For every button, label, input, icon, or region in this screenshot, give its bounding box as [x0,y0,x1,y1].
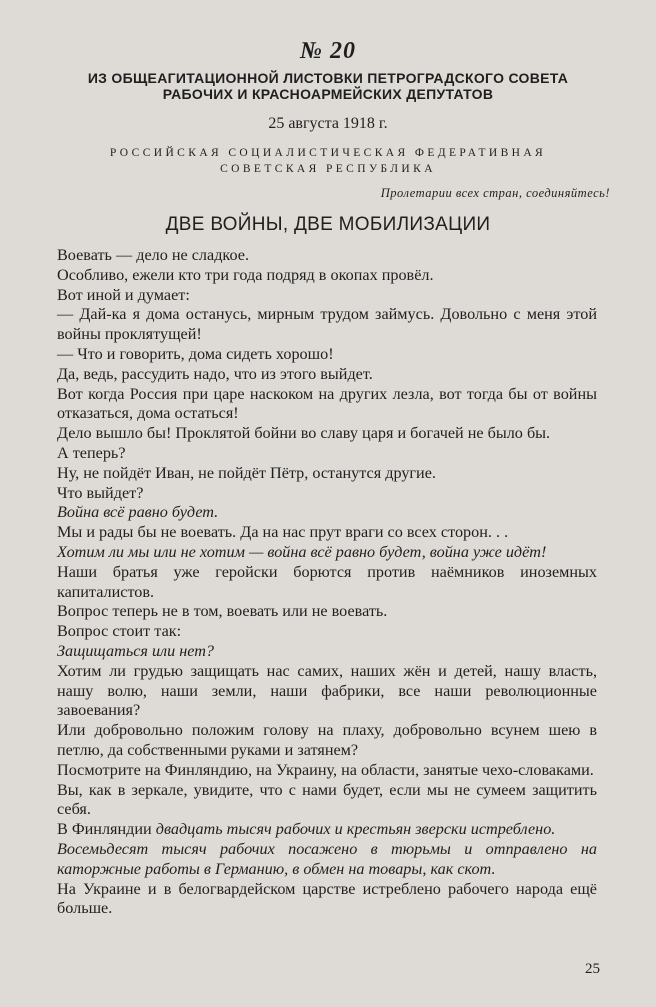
italic-text: Восемьдесят тысяч рабочих посажено в тюрьмы и отправлено на каторжные работы в Германию, в обмен на товары, как скот. [57,839,597,878]
heading-line: ИЗ ОБЩЕАГИТАЦИОННОЙ ЛИСТОВКИ ПЕТРОГРАДСКОГО СОВЕТА [87,70,569,86]
heading-line: РАБОЧИХ И КРАСНОАРМЕЙСКИХ ДЕПУТАТОВ [162,86,494,102]
paragraph-italic [57,840,597,880]
paragraph: — Дай-ка я дома останусь, мирным трудом займусь. Довольно с меня этой войны проклятущей! [57,305,597,344]
paragraph: Дело вышло бы! Проклятой бойни во славу царя и богачей не было бы. [57,424,551,443]
document-date: 25 августа 1918 г. [268,115,388,132]
republic-line: РОССИЙСКАЯ СОЦИАЛИСТИЧЕСКАЯ ФЕДЕРАТИВНАЯ [109,147,547,159]
italic-text: двадцать тысяч рабочих и крестьян зверски истреблено. [155,820,556,839]
paragraph: Воевать — дело не сладкое. [57,246,249,264]
paragraph: Ну, не пойдёт Иван, не пойдёт Пётр, останутся другие. [57,463,436,482]
paragraph: Что выйдет? [57,483,144,502]
paragraph: Мы и рады бы не воевать. Да на нас прут враги со всех сторон. . . [57,523,509,542]
document-number: № 20 [300,38,356,64]
paragraph: Посмотрите на Финляндию, на Украину, на области, занятые чехо-словаками. [57,760,594,779]
paragraph: Вопрос стоит так: [57,622,182,641]
republic-line: СОВЕТСКАЯ РЕСПУБЛИКА [220,163,436,175]
paragraph: А теперь? [57,443,126,462]
page-number: 25 [585,961,600,977]
paragraph: На Украине и в белогвардейском царстве истреблено рабочего народа ещё больше. [57,879,597,918]
paragraph-mixed [57,820,597,840]
paragraph: Или добровольно положим голову на плаху, добровольно всунем шею в петлю, да собственными руками и затянем? [57,721,597,759]
paragraph: Хотим ли грудью защищать нас самих, наших жён и детей, нашу власть, нашу волю, наши земли, наши фабрики, все наши революционные завоевания? [57,661,597,720]
paragraph-italic [57,503,597,523]
italic-text: Защищаться или нет? [57,641,215,660]
paragraph: Вы, как в зеркале, увидите, что с нами будет, если мы не сумеем защитить себя. [57,780,597,819]
paragraph-italic [57,642,597,662]
republic-header [40,145,616,177]
leaflet-title: ДВЕ ВОЙНЫ, ДВЕ МОБИЛИЗАЦИИ [165,214,491,235]
paragraph: Вот иной и думает: [57,285,190,304]
italic-text: Война всё равно будет. [57,503,219,522]
paragraph: Особливо, ежели кто три года подряд в окопах провёл. [57,265,434,284]
paragraph: — Что и говорить, дома сидеть хорошо! [57,344,334,363]
document-heading [40,70,616,102]
italic-text: Хотим ли мы или не хотим — война всё равно будет, война уже идёт! [57,542,547,561]
leaflet-body [57,246,597,919]
paragraph: Наши братья уже геройски борются против наёмников иноземных капиталистов. [57,562,597,601]
paragraph-italic [57,543,597,563]
paragraph: Вот когда Россия при царе наскоком на других лезла, вот тогда бы от войны отказаться, дома остаться! [57,384,597,423]
paragraph: Да, ведь, рассудить надо, что из этого выйдет. [57,364,373,383]
plain-text: В Финляндии [57,820,156,839]
motto: Пролетарии всех стран, соединяйтесь! [380,186,610,200]
paragraph: Вопрос теперь не в том, воевать или не воевать. [57,602,388,621]
